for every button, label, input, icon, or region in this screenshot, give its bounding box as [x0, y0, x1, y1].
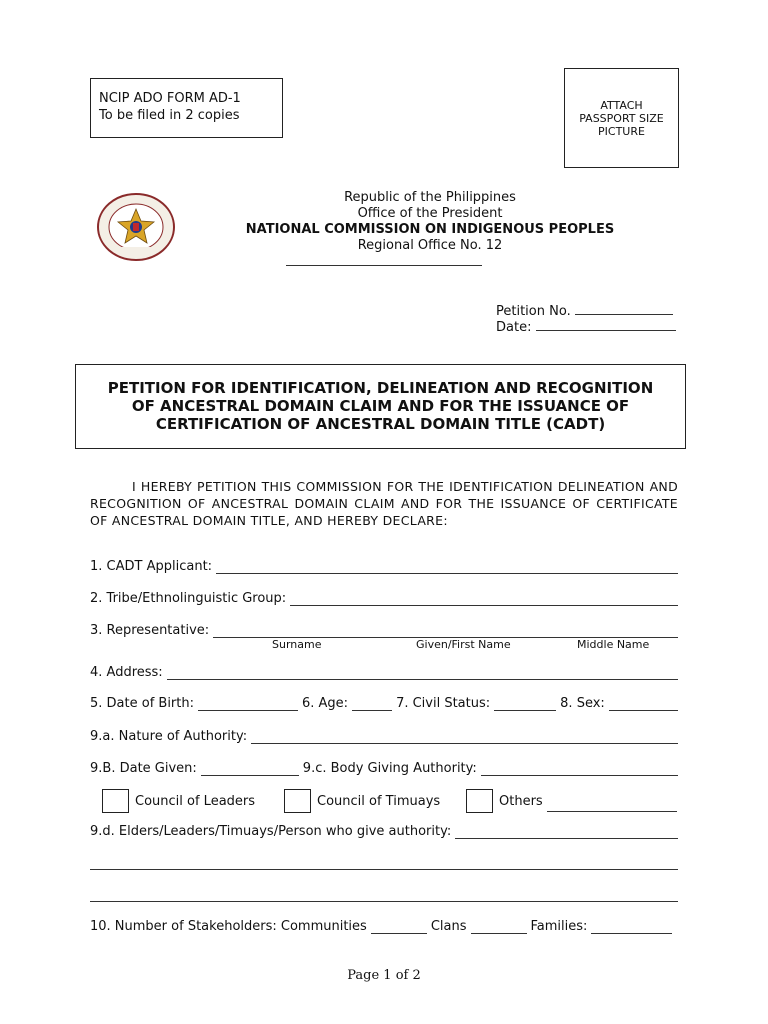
communities-field[interactable] [371, 919, 427, 934]
families-field[interactable] [591, 919, 672, 934]
photo-label-1: ATTACH [600, 99, 643, 112]
elders-continuation-1[interactable] [90, 869, 678, 870]
declaration-text: I HEREBY PETITION THIS COMMISSION FOR THE IDENTIFICATION DELINEATION AND RECOGNITION OF ANCESTRAL DOMAIN CLAIM AND FOR THE ISSUANCE OF CERTIFICATE OF ANCESTRAL DOMAIN TITLE, AND HEREBY DECLARE: [90, 479, 678, 528]
tribe-row [90, 591, 678, 606]
header-underline [286, 265, 482, 266]
form-id-box [90, 78, 283, 138]
filing-note: To be filed in 2 copies [99, 108, 240, 123]
title-line-2: OF ANCESTRAL DOMAIN CLAIM AND FOR THE ISSUANCE OF [131, 397, 630, 415]
photo-label-2: PASSPORT SIZE [579, 112, 664, 125]
nature-authority-field[interactable] [251, 729, 678, 744]
age-label: 6. Age: [302, 696, 349, 711]
authority-options [102, 789, 682, 813]
sex-field[interactable] [609, 696, 678, 711]
petition-title-box [75, 364, 686, 449]
form-code: NCIP ADO FORM AD-1 [99, 91, 241, 106]
dob-label: 5. Date of Birth: [90, 696, 194, 711]
others-field[interactable] [547, 797, 677, 812]
nature-authority-label: 9.a. Nature of Authority: [90, 729, 248, 744]
address-label: 4. Address: [90, 665, 163, 680]
header-republic: Republic of the Philippines [344, 190, 516, 205]
representative-label: 3. Representative: [90, 623, 210, 638]
rep-surname-caption: Surname [272, 638, 322, 651]
applicant-label: 1. CADT Applicant: [90, 559, 213, 574]
clans-label: Clans [430, 919, 467, 934]
header-commission: NATIONAL COMMISSION ON INDIGENOUS PEOPLES [245, 222, 615, 237]
civil-status-label: 7. Civil Status: [396, 696, 491, 711]
header-office: Office of the President [357, 206, 503, 221]
rep-given-caption: Given/First Name [416, 638, 511, 651]
council-leaders-checkbox[interactable] [102, 789, 129, 813]
header-region: Regional Office No. 12 [357, 238, 503, 253]
date-given-label: 9.B. Date Given: [90, 761, 197, 776]
body-giving-field[interactable] [481, 761, 678, 776]
address-row [90, 665, 678, 680]
body-giving-label: 9.c. Body Giving Authority: [302, 761, 477, 776]
sex-label: 8. Sex: [560, 696, 605, 711]
families-label: Families: [530, 919, 588, 934]
stakeholders-row [90, 919, 672, 934]
applicant-field[interactable] [216, 559, 678, 574]
petition-no-field[interactable] [575, 301, 673, 315]
nature-authority-row [90, 729, 678, 744]
date-given-field[interactable] [201, 761, 299, 776]
petition-no-label: Petition No. [496, 304, 571, 319]
elders-label: 9.d. Elders/Leaders/Timuays/Person who give authority: [90, 824, 452, 839]
authority-date-row [90, 761, 678, 776]
tribe-field[interactable] [290, 591, 678, 606]
address-field[interactable] [167, 665, 678, 680]
stakeholders-label: 10. Number of Stakeholders: Communities [90, 919, 367, 934]
ncip-seal-icon [96, 192, 176, 262]
council-timuays-label: Council of Timuays [317, 793, 441, 809]
elders-continuation-2[interactable] [90, 901, 678, 902]
photo-box[interactable] [564, 68, 679, 168]
council-leaders-label: Council of Leaders [135, 793, 256, 809]
representative-row [90, 623, 678, 638]
date-row [496, 317, 676, 335]
photo-label-3: PICTURE [598, 125, 645, 138]
others-checkbox[interactable] [466, 789, 493, 813]
elders-row [90, 824, 678, 839]
civil-status-field[interactable] [494, 696, 556, 711]
personal-details-row [90, 696, 678, 711]
age-field[interactable] [352, 696, 392, 711]
declaration-paragraph [90, 478, 678, 529]
date-label: Date: [496, 320, 532, 335]
elders-field[interactable] [455, 824, 678, 839]
clans-field[interactable] [471, 919, 527, 934]
tribe-label: 2. Tribe/Ethnolinguistic Group: [90, 591, 287, 606]
others-label: Others [499, 793, 543, 809]
date-field[interactable] [536, 317, 676, 331]
page-number: Page 1 of 2 [347, 968, 421, 983]
title-line-1: PETITION FOR IDENTIFICATION, DELINEATION AND RECOGNITION [107, 379, 654, 397]
representative-field[interactable] [213, 623, 678, 638]
applicant-row [90, 559, 678, 574]
title-line-3: CERTIFICATION OF ANCESTRAL DOMAIN TITLE (CADT) [155, 415, 606, 433]
dob-field[interactable] [198, 696, 298, 711]
rep-middle-caption: Middle Name [577, 638, 650, 651]
council-timuays-checkbox[interactable] [284, 789, 311, 813]
